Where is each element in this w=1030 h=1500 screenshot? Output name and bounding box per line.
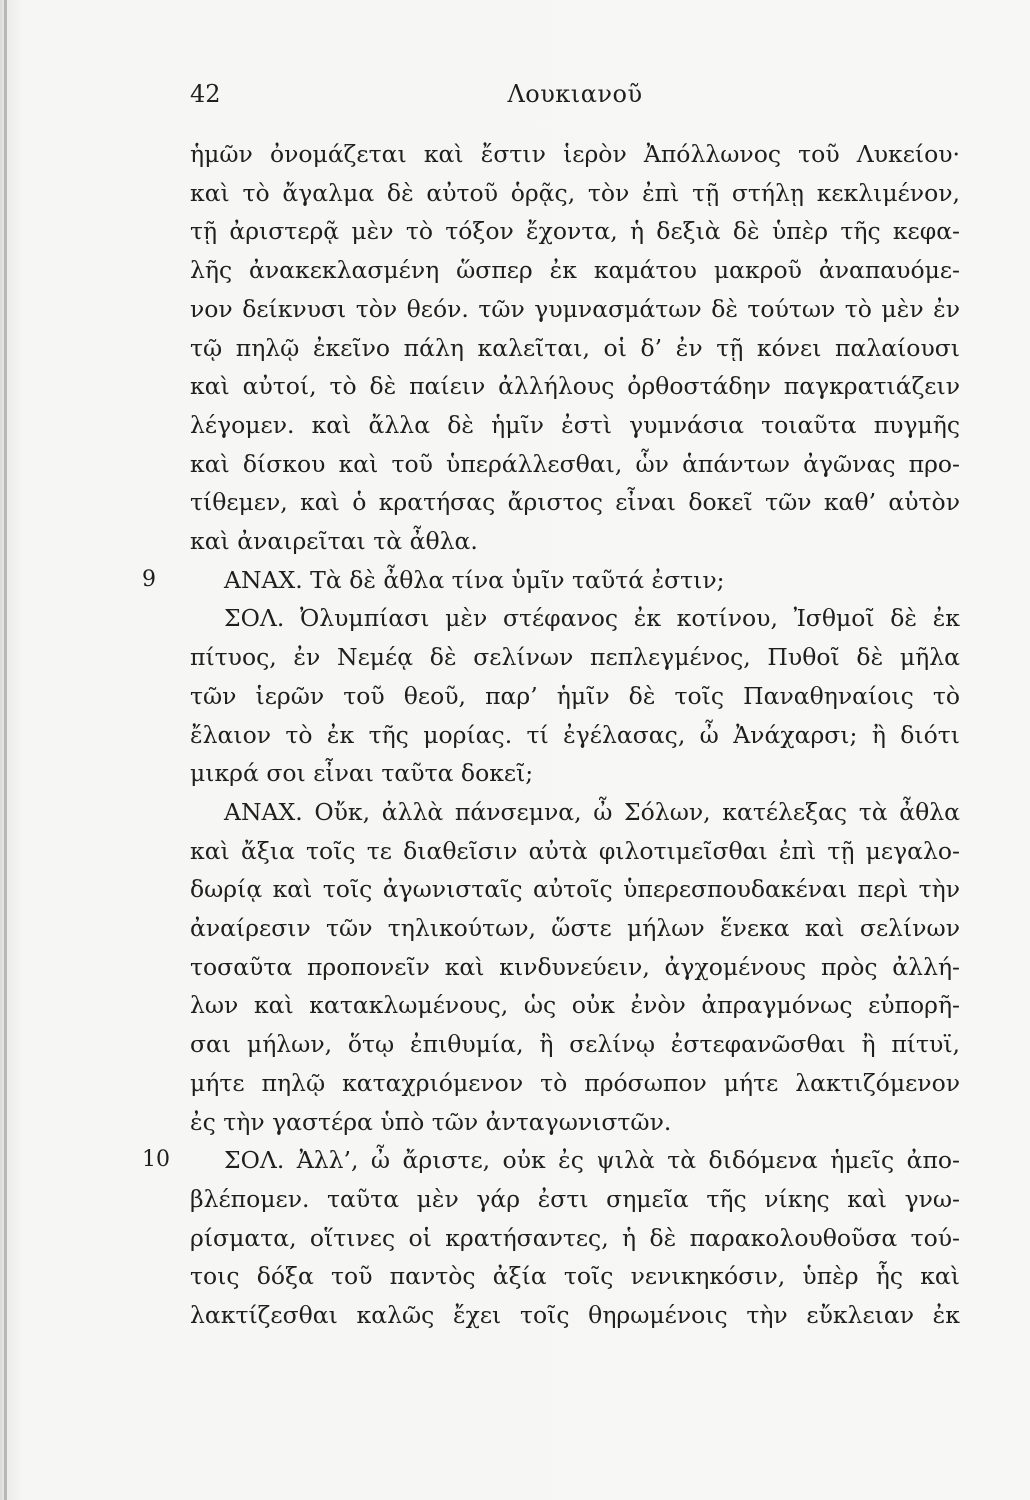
text-line: καὶ ἄξια τοῖς τε διαθεῖσιν αὐτὰ φιλοτιμεῖσθαι ἐπὶ τῇ μεγαλο- xyxy=(190,837,960,865)
text-line: βλέπομεν. ταῦτα μὲν γάρ ἐστι σημεῖα τῆς νίκης καὶ γνω- xyxy=(190,1185,960,1213)
page-number: 42 xyxy=(190,80,221,108)
text-line: τοσαῦτα προπονεῖν καὶ κινδυνεύειν, ἀγχομένους πρὸς ἀλλή- xyxy=(190,953,960,981)
text-line: ρίσματα, οἵτινες οἱ κρατήσαντες, ἡ δὲ παρακολουθοῦσα τού- xyxy=(190,1224,960,1252)
text-line: ἔλαιον τὸ ἐκ τῆς μορίας. τί ἐγέλασας, ὦ Ἀνάχαρσι; ἢ διότι xyxy=(190,721,960,749)
text-line: καὶ τὸ ἄγαλμα δὲ αὐτοῦ ὁρᾷς, τὸν ἐπὶ τῇ στήλῃ κεκλιμένον, xyxy=(190,179,960,207)
text-line: τοις δόξα τοῦ παντὸς ἀξία τοῖς νενικηκόσιν, ὑπὲρ ἧς καὶ xyxy=(190,1262,960,1290)
text-line: μικρά σοι εἶναι ταῦτα δοκεῖ; xyxy=(190,759,534,787)
section-number: 9 xyxy=(142,567,156,592)
page-edge xyxy=(4,0,7,1500)
page-header xyxy=(190,80,960,120)
text-line: λακτίζεσθαι καλῶς ἔχει τοῖς θηρωμένοις τὴν εὔκλειαν ἐκ xyxy=(190,1301,960,1329)
text-line: ΣΟΛ. Ὀλυμπίασι μὲν στέφανος ἐκ κοτίνου, Ἰσθμοῖ δὲ ἐκ xyxy=(224,604,960,632)
text-line: λων καὶ κατακλωμένους, ὡς οὐκ ἐνὸν ἀπραγμόνως εὐπορῆ- xyxy=(190,991,960,1019)
text-line: ἐς τὴν γαστέρα ὑπὸ τῶν ἀνταγωνιστῶν. xyxy=(190,1108,672,1136)
section-number: 10 xyxy=(142,1147,170,1172)
text-line: μήτε πηλῷ καταχριόμενον τὸ πρόσωπον μήτε λακτιζόμενον xyxy=(190,1069,960,1097)
text-line: καὶ ἀναιρεῖται τὰ ἆθλα. xyxy=(190,527,478,555)
text-line: καὶ δίσκου καὶ τοῦ ὑπεράλλεσθαι, ὧν ἁπάντων ἀγῶνας προ- xyxy=(190,450,960,478)
text-line: ΣΟΛ. Ἀλλ’, ὦ ἄριστε, οὐκ ἐς ψιλὰ τὰ διδόμενα ἡμεῖς ἀπο- xyxy=(224,1146,960,1174)
text-line: τῇ ἀριστερᾷ μὲν τὸ τόξον ἔχοντα, ἡ δεξιὰ δὲ ὑπὲρ τῆς κεφα- xyxy=(190,217,960,245)
text-line: νον δείκνυσι τὸν θεόν. τῶν γυμνασμάτων δὲ τούτων τὸ μὲν ἐν xyxy=(190,295,960,323)
text-line: τῶν ἱερῶν τοῦ θεοῦ, παρ’ ἡμῖν δὲ τοῖς Παναθηναίοις τὸ xyxy=(190,682,960,710)
running-title: Λουκιανοῦ xyxy=(507,80,643,108)
text-line: ΑΝΑΧ. Τὰ δὲ ἆθλα τίνα ὑμῖν ταῦτά ἐστιν; xyxy=(224,566,725,594)
text-line: καὶ αὐτοί, τὸ δὲ παίειν ἀλλήλους ὀρθοστάδην παγκρατιάζειν xyxy=(190,372,960,400)
text-line: πίτυος, ἐν Νεμέᾳ δὲ σελίνων πεπλεγμένος, Πυθοῖ δὲ μῆλα xyxy=(190,643,960,671)
text-line: τῷ πηλῷ ἐκεῖνο πάλη καλεῖται, οἱ δ’ ἐν τῇ κόνει παλαίουσι xyxy=(190,334,960,362)
text-line: σαι μήλων, ὅτῳ ἐπιθυμία, ἢ σελίνῳ ἐστεφανῶσθαι ἢ πίτυϊ, xyxy=(190,1030,960,1058)
text-line: ἀναίρεσιν τῶν τηλικούτων, ὥστε μήλων ἕνεκα καὶ σελίνων xyxy=(190,914,960,942)
text-line: τίθεμεν, καὶ ὁ κρατήσας ἄριστος εἶναι δοκεῖ τῶν καθ’ αὑτὸν xyxy=(190,488,960,516)
text-line: ἡμῶν ὀνομάζεται καὶ ἔστιν ἱερὸν Ἀπόλλωνος τοῦ Λυκείου· xyxy=(190,140,960,168)
text-line: λῆς ἀνακεκλασμένη ὥσπερ ἐκ καμάτου μακροῦ ἀναπαυόμε- xyxy=(190,256,960,284)
text-line: ΑΝΑΧ. Οὔκ, ἀλλὰ πάνσεμνα, ὦ Σόλων, κατέλεξας τὰ ἆθλα xyxy=(224,798,960,826)
text-line: λέγομεν. καὶ ἄλλα δὲ ἡμῖν ἐστὶ γυμνάσια τοιαῦτα πυγμῆς xyxy=(190,411,960,439)
text-line: δωρίᾳ καὶ τοῖς ἀγωνισταῖς αὐτοῖς ὑπερεσπουδακέναι περὶ τὴν xyxy=(190,875,960,903)
